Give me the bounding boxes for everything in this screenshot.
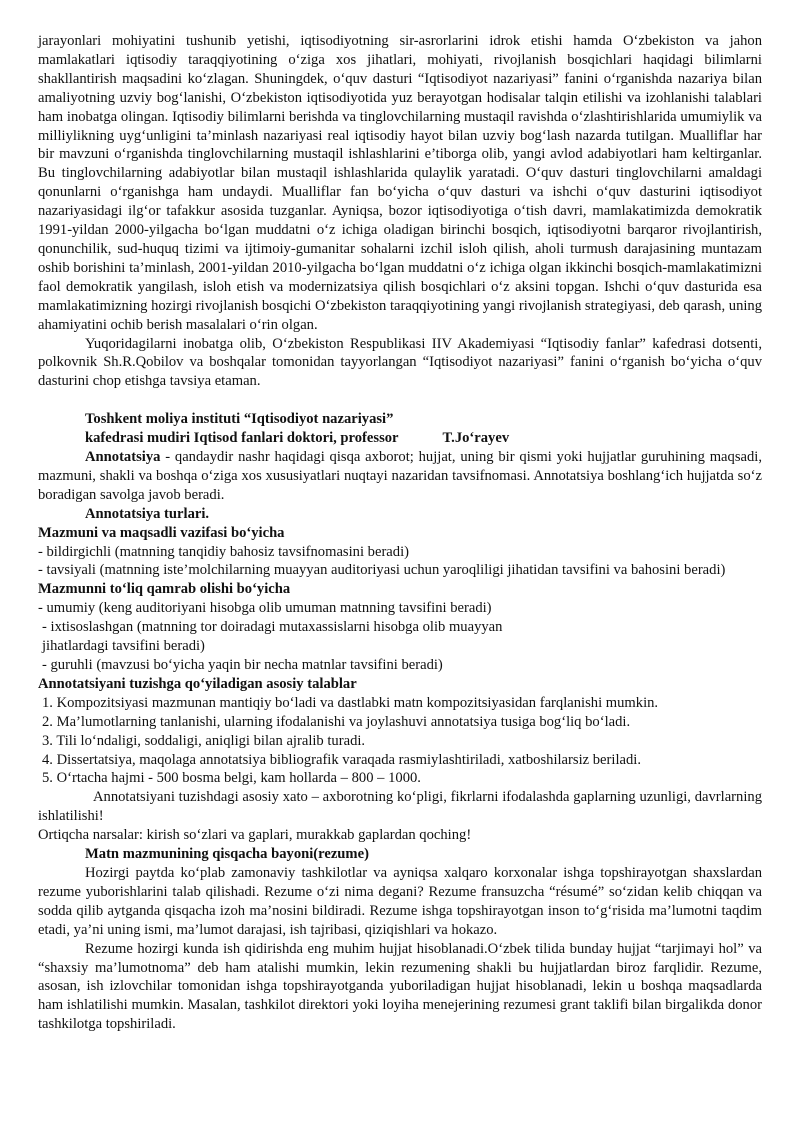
list-item: - ixtisoslashgan (matnning tor doiradagi mutaxassislarni hisobga olib muayyan (42, 619, 503, 636)
requirement-item: 4. Dissertatsiya, maqolaga annotatsiya bibliografik varaqada rasmiylashtiriladi, xatboshilarsiz beriladi. (42, 751, 641, 768)
resume-paragraph-1: Hozirgi paytda ko‘plab zamonaviy tashkilotlar va ayniqsa xalqaro korxonalar ishga topshirayotgan shaxslardan rezume yuborishlarini talab qilishadi. Rezume o‘zi nima degani? Rezume fransuzcha “résumé” so‘zidan kelib chiqqan va sodda qilib aytganda qisqacha izoh ma’nosini bildiradi. Rezume ishga topshirayotgan inson to‘g‘risida ma’lumotni taqdim etadi, ya’ni uning ismi, ma’lumot darajasi, ish tajribasi, qiziqishlari va hokazo. (38, 864, 762, 938)
spacer (38, 391, 762, 410)
annotation-types-heading: Annotatsiya turlari. (85, 505, 210, 522)
signature-title: kafedrasi mudiri Iqtisod fanlari doktori, professor (85, 430, 399, 447)
list-item: - bildirgichli (matnning tanqidiy bahosiz tavsifnomasini beradi) (38, 543, 409, 560)
by-coverage-heading: Mazmunni to‘liq qamrab olishi bo‘yicha (38, 581, 291, 598)
signature-line-2 (38, 429, 762, 448)
avoid-note: Ortiqcha narsalar: kirish so‘zlari va gaplari, murakkab gaplardan qoching! (38, 827, 472, 844)
main-mistake-note: Annotatsiyani tuzishdagi asosiy xato – axborotning ko‘pligi, fikrlarni ifodalashda gaplarning uzunligi, davrlarning ishlatilishi! (38, 789, 762, 825)
list-item: - umumiy (keng auditoriyani hisobga olib umuman matnning tavsifini beradi) (38, 600, 492, 617)
list-item: - tavsiyali (matnning iste’molchilarning muayyan auditoriyasi uchun yaroqliligi jihatidan tavsifini va bahosini beradi) (38, 562, 726, 579)
requirements-heading: Annotatsiyani tuzishga qo‘yiladigan asosiy talablar (38, 675, 357, 692)
list-item: - guruhli (mavzusi bo‘yicha yaqin bir necha matnlar tavsifini beradi) (42, 657, 443, 673)
intro-paragraph-1: jarayonlari mohiyatini tushunib yetishi, iqtisodiyotning sir-asrorlarini idrok etishi hamda O‘zbekiston va jahon mamlakatlari iqtisodiy taraqqiyotining o‘ziga xos jihatlari, mohiyati, rivojlanish bosqichlari haqidagi bilimlarni shakllantirish maqsadini ko‘zlagan. Shuningdek, o‘quv dasturi “Iqtisodiyot nazariyasi” fanini o‘rganishda nazariya bilan amaliyotning uzviy bog‘lanishi, O‘zbekiston iqtisodiyotida yuz berayotgan hodisalar talqin etilishi va izohlanishi talablari ham inobatga olingan. Iqtisodiy bilimlarni berishda va tinglovchilarning mustaqil ravishda o‘zlashtirishlarida umumiylik va milliylikning uyg‘unligini ta’minlash nazariyasi real iqtisodiy hayot bilan uzviy bog‘lash nazarda tutilgan. Mualliflar har bir mavzuni o‘rganishda tinglovchilarning mustaqil ishlashlarini e’tiborga olib, yangi avlod adabiyotlari ham keltirganlar. Bu tinglovchilarning adabiyotlar bilan mustaqil ishlashlarida qulaylik yaratadi. O‘quv dasturi tinglovchilarni amaldagi qonunlarni o‘rganishga ham undaydi. Mualliflar fan bo‘yicha o‘quv dasturi va ishchi o‘quv dasturini iqtisodiyot nazariyasidagi ilg‘or tafakkur asosida tuzganlar. Ayniqsa, bozor iqtisodiyotiga o‘tish davri, mamlakatimizda demokratik 1991-yildan 2000-yilgacha bo‘lgan muddatni o‘z ichiga oladigan birinchi bosqich, iqtisodiyotni barqaror rivojlantirish, qonunchilik, sud-huquq tizimi va ijtimoiy-gumanitar sohalarni izchil isloh qilish, aholi turmush darajasining muntazam oshib borishini ta’minlash, 2001-yildan 2010-yilgacha bo‘lgan muddatni o‘z ichiga olgan ikkinchi bosqich-mamlakatimizni faol demokratik yangilash, isloh etish va modernizatsiya qilish bosqichlari o‘z aksini topgan. Ishchi o‘quv dasturida esa mamlakatimizning hozirgi rivojlanish bosqichi O‘zbekiston taraqqiyotining yangi rivojlanish strategiyasi, deb qarash, uning ahamiyatini ochib berish masalalari o‘rin olgan. (38, 33, 763, 333)
annotation-definition-text: - qandaydir nashr haqidagi qisqa axborot; hujjat, uning bir qismi yoki hujjatlar guruhining maqsadi, mazmuni, shakli va boshqa o‘ziga xos xususiyatlari nuqtayi nazaridan tavsifnomasi. Annotatsiya boshlang‘ich hujjatda so‘z boradigan savolga javob beradi. (38, 449, 762, 503)
signature-name: T.Jo‘rayev (442, 430, 510, 447)
resume-heading: Matn mazmunining qisqacha bayoni(rezume) (85, 846, 369, 863)
requirement-item: 3. Tili lo‘ndaligi, soddaligi, aniqligi bilan ajralib turadi. (42, 732, 366, 749)
annotation-term: Annotatsiya (85, 449, 161, 466)
resume-paragraph-2: Rezume hozirgi kunda ish qidirishda eng muhim hujjat hisoblanadi.O‘zbek tilida bunday hujjat “tarjimayi hol” va “shaxsiy ma’lumotnoma” deb ham atalishi mumkin, lekin rezumening shakli bu hujjatlardan biroz farqlidir. Rezume, asosan, ish izlovchilar tomonidan ishga topshirayotganda yuboriladigan hujjat hisoblanadi, lekin u boshqa maqsadlarda ham ishlatilishi mumkin. Masalan, tashkilot direktori yoki loyiha menejerining rezumesi grant taklifi bilan birgalikda donor tashkilotga topshiriladi. (38, 940, 762, 1033)
signature-line-1: Toshkent moliya instituti “Iqtisodiyot nazariyasi” (85, 411, 394, 428)
intro-paragraph-2: Yuqoridagilarni inobatga olib, O‘zbekiston Respublikasi IIV Akademiyasi “Iqtisodiy fanlar” kafedrasi dotsenti, polkovnik Sh.R.Qobilov va boshqalar tomonidan tayyorlangan “Iqtisodiyot nazariyasi” fanini o‘rganish bo‘yicha o‘quv dasturini chop etishga tavsiya etaman. (38, 335, 762, 390)
by-purpose-heading: Mazmuni va maqsadli vazifasi bo‘yicha (38, 524, 285, 541)
requirement-item: 5. O‘rtacha hajmi - 500 bosma belgi, kam hollarda – 800 – 1000. (42, 770, 421, 787)
list-item: jihatlardagi tavsifini beradi) (42, 638, 205, 655)
requirement-item: 1. Kompozitsiyasi mazmunan mantiqiy bo‘ladi va dastlabki matn kompozitsiyasidan farqlanishi mumkin. (42, 694, 659, 711)
annotation-definition (38, 448, 762, 505)
requirement-item: 2. Ma’lumotlarning tanlanishi, ularning ifodalanishi va joylashuvi annotatsiya tusiga bog‘liq bo‘ladi. (42, 713, 631, 730)
